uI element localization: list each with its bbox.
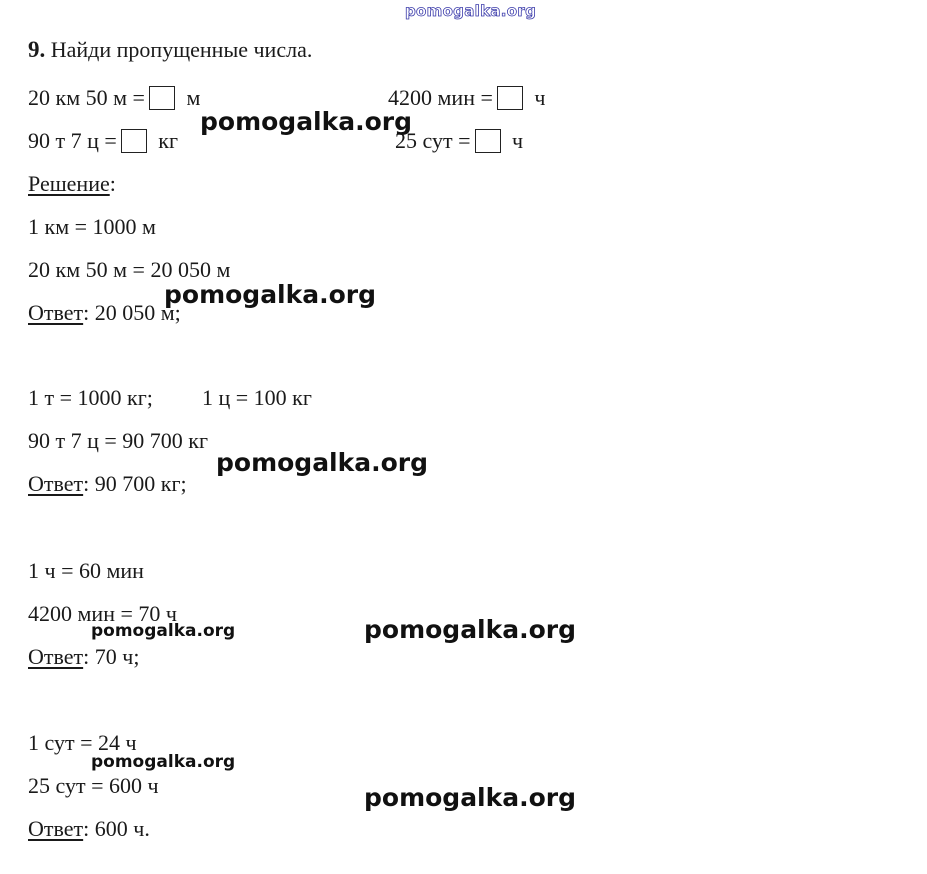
- answer-box: [475, 129, 501, 153]
- block1-line2: 20 км 50 м = 20 050 м: [28, 257, 231, 282]
- answer-value: : 20 050 м;: [83, 300, 181, 325]
- exercise-unit: м: [186, 85, 201, 110]
- exercise-text: 4200 мин =: [388, 85, 493, 110]
- task-heading: [28, 37, 312, 63]
- exercise-left-1: [28, 85, 200, 111]
- watermark-4: pomogalka.org: [364, 615, 577, 644]
- answer-label: Ответ: [28, 471, 84, 496]
- watermark-5: pomogalka.org: [91, 621, 236, 641]
- solution-heading: [28, 171, 116, 197]
- answer-box: [121, 129, 147, 153]
- watermark-1: pomogalka.org: [200, 107, 413, 136]
- block4-line2: 25 сут = 600 ч: [28, 773, 159, 798]
- exercise-right-2: [395, 128, 523, 154]
- block2-answer: [28, 471, 187, 497]
- answer-label: Ответ: [28, 300, 84, 325]
- watermark-2: pomogalka.org: [164, 280, 377, 309]
- task-number: 9.: [28, 37, 46, 62]
- exercise-text: 20 км 50 м =: [28, 85, 145, 110]
- answer-value: : 90 700 кг;: [83, 471, 187, 496]
- block3-answer: [28, 644, 139, 670]
- watermark-7: pomogalka.org: [364, 783, 577, 812]
- watermark-6: pomogalka.org: [91, 752, 236, 772]
- answer-value: : 70 ч;: [83, 644, 140, 669]
- exercise-text: 90 т 7 ц =: [28, 128, 117, 153]
- answer-box: [497, 86, 523, 110]
- answer-label: Ответ: [28, 816, 84, 841]
- block3-line1: 1 ч = 60 мин: [28, 558, 144, 583]
- block2-line2: 90 т 7 ц = 90 700 кг: [28, 428, 209, 453]
- block2-line1: 1 т = 1000 кг;: [28, 385, 153, 410]
- exercise-unit: ч: [534, 85, 546, 110]
- watermark-3: pomogalka.org: [216, 448, 429, 477]
- exercise-unit: ч: [512, 128, 524, 153]
- answer-label: Ответ: [28, 644, 84, 669]
- block3-line2: 4200 мин = 70 ч: [28, 601, 177, 626]
- block4-answer: [28, 816, 150, 842]
- block2-line1b: 1 ц = 100 кг: [202, 385, 312, 410]
- block1-answer: [28, 300, 181, 326]
- exercise-left-2: [28, 128, 178, 154]
- block4-line1: 1 сут = 24 ч: [28, 730, 137, 755]
- task-title: Найди пропущенные числа.: [50, 37, 313, 62]
- exercise-unit: кг: [158, 128, 179, 153]
- watermark-top: pomogalka.org: [405, 2, 537, 20]
- solution-colon: :: [109, 171, 116, 196]
- exercise-text: 25 сут =: [395, 128, 471, 153]
- block1-line1: 1 км = 1000 м: [28, 214, 156, 239]
- answer-value: : 600 ч.: [83, 816, 150, 841]
- solution-label: Решение: [28, 171, 110, 196]
- answer-box: [149, 86, 175, 110]
